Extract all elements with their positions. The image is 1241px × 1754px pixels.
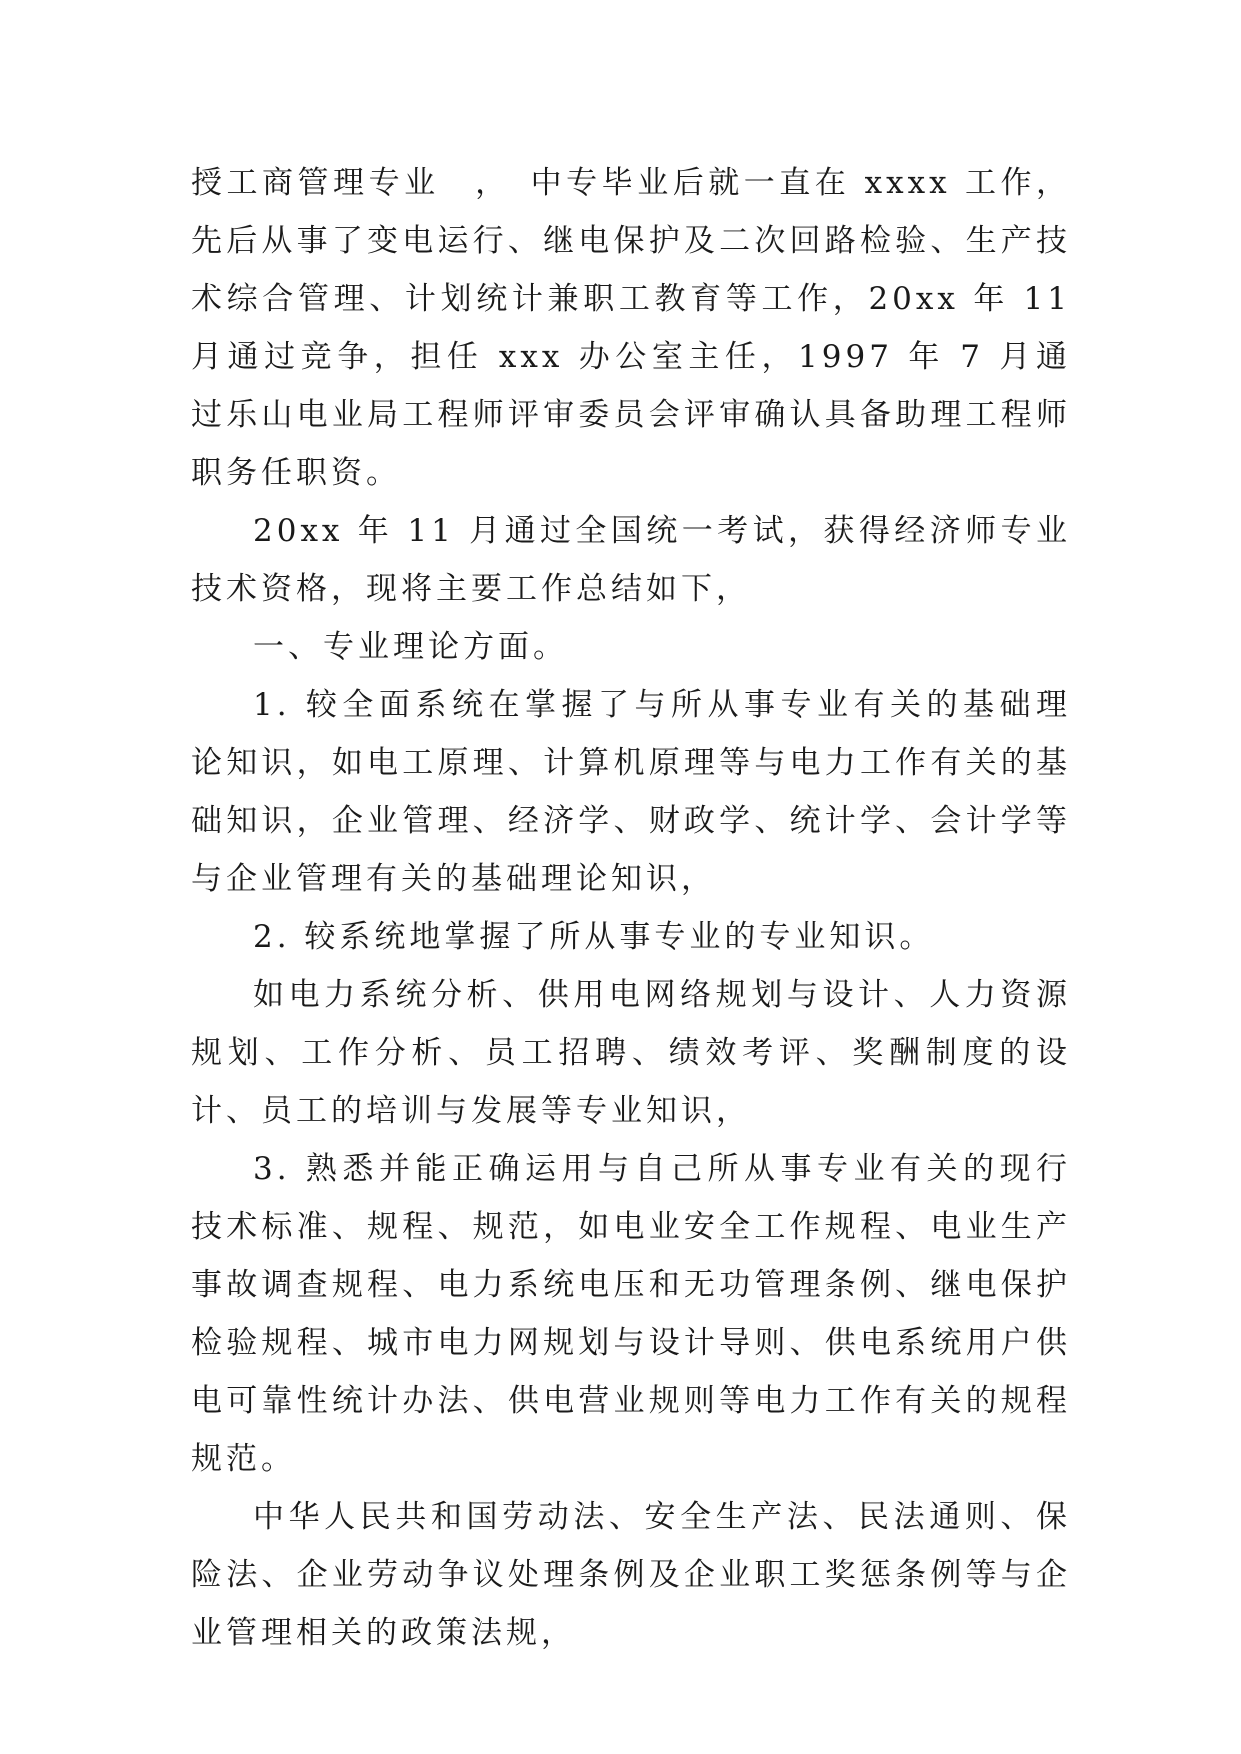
paragraph-laws-regulations: 中华人民共和国劳动法、安全生产法、民法通则、保险法、企业劳动争议处理条例及企业职工奖惩条例等与企业管理相关的政策法规， bbox=[191, 1499, 1071, 1651]
paragraph-career-history: 授工商管理专业 ， 中专毕业后就一直在 xxxx 工作，先后从事了变电运行、继电保护及二次回路检验、生产技术综合管理、计划统计兼职工教育等工作，20xx 年 11 月通过竞争，担任 xxx 办公室主任，1997 年 7 月通过乐山电业局工程师评审委员会评审确认具备助理工程师职务任职资。 bbox=[191, 165, 1071, 491]
paragraph-item-1: 1. 较全面系统在掌握了与所从事专业有关的基础理论知识，如电工原理、计算机原理等与电力工作有关的基础知识，企业管理、经济学、财政学、统计学、会计学等与企业管理有关的基础理论知识， bbox=[191, 687, 1071, 897]
paragraph-professional-knowledge: 如电力系统分析、供用电网络规划与设计、人力资源规划、工作分析、员工招聘、绩效考评、奖酬制度的设计、员工的培训与发展等专业知识， bbox=[191, 977, 1071, 1129]
paragraph-item-2: 2. 较系统地掌握了所从事专业的专业知识。 bbox=[253, 919, 935, 955]
paragraph-item-3: 3. 熟悉并能正确运用与自己所从事专业有关的现行技术标准、规程、规范，如电业安全工作规程、电业生产事故调查规程、电力系统电压和无功管理条例、继电保护检验规程、城市电力网规划与设计导则、供电系统用户供电可靠性统计办法、供电营业规则等电力工作有关的规程规范。 bbox=[191, 1151, 1071, 1477]
paragraph-economist-qualification: 20xx 年 11 月通过全国统一考试，获得经济师专业技术资格，现将主要工作总结如下， bbox=[191, 513, 1071, 607]
section-heading-theory: 一、专业理论方面。 bbox=[253, 629, 568, 665]
document-body bbox=[191, 154, 1071, 1662]
